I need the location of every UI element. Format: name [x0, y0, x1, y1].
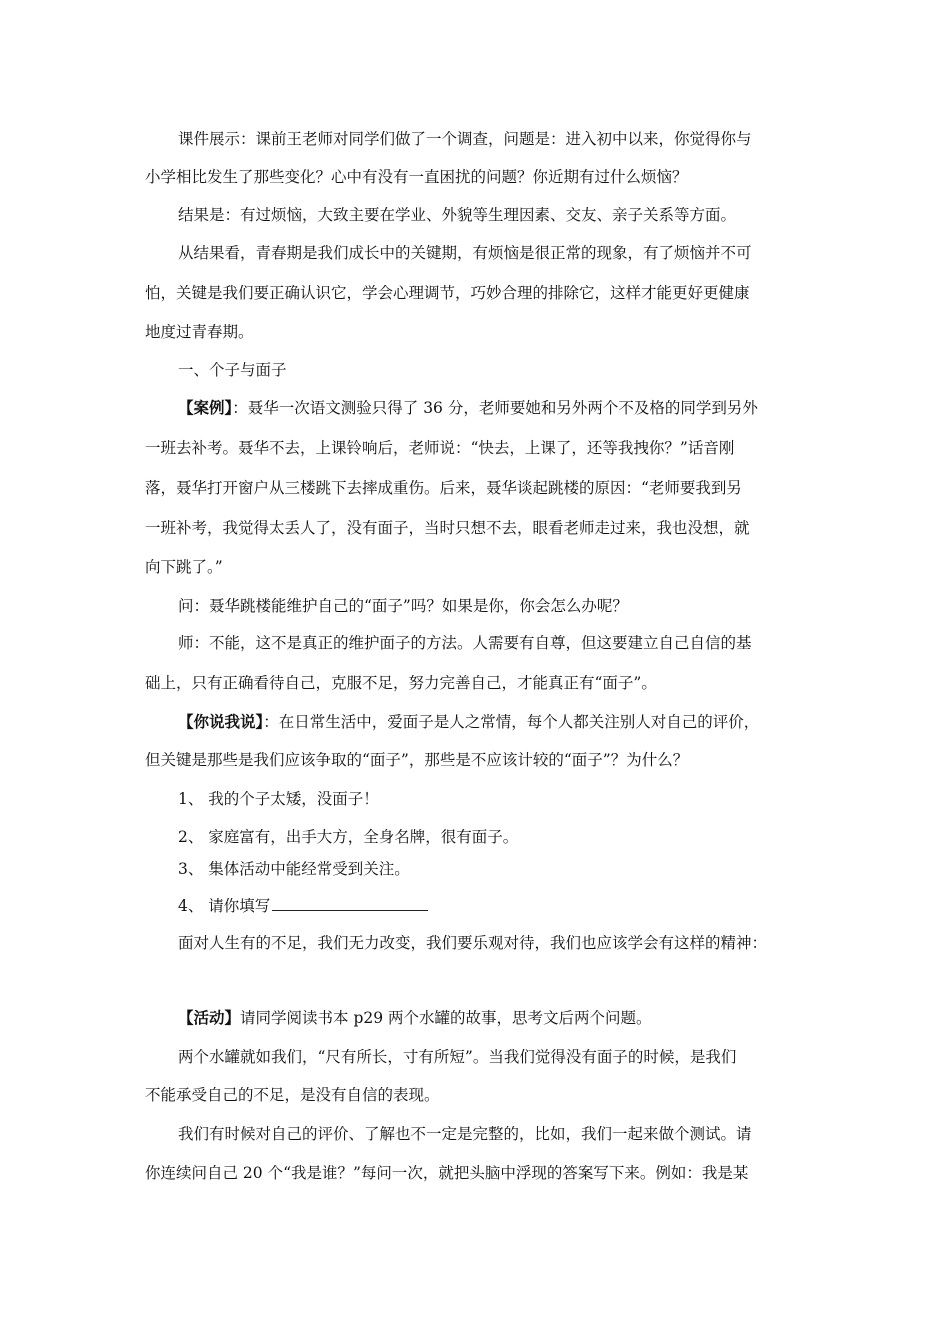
teacher-line-2: 础上，只有正确看待自己，克服不足，努力完善自己，才能真正有“面子”。: [145, 674, 657, 692]
test-line-1: 我们有时候对自己的评价、了解也不一定是完整的，比如，我们一起来做个测试。请: [178, 1125, 752, 1143]
paragraph-survey-line-2: 小学相比发生了那些变化？心中有没有一直困扰的问题？你近期有过什么烦恼？: [145, 168, 688, 186]
list-item-1: 1、 我的个子太矮，没面子！: [178, 790, 379, 808]
section-heading: 一、个子与面子: [178, 361, 287, 379]
paragraph-survey-line-1: 课件展示：课前王老师对同学们做了一个调查，问题是：进入初中以来，你觉得你与: [178, 130, 752, 148]
case-text-1: ：聂华一次语文测验只得了 36 分，老师要她和另外两个不及格的同学到另外: [232, 399, 758, 417]
list-item-3: 3、 集体活动中能经常受到关注。: [178, 860, 410, 878]
list-item-4: [178, 896, 428, 916]
test-line-2: 你连续问自己 20 个“我是谁？”每问一次，就把头脑中浮现的答案写下来。例如：我是某: [145, 1164, 749, 1182]
paragraph-conclusion-line-1: 从结果看，青春期是我们成长中的关键期，有烦恼是很正常的现象，有了烦恼并不可: [178, 244, 752, 262]
jars-line-2: 不能承受自己的不足，是没有自信的表现。: [145, 1086, 440, 1104]
face-deficiency-line: 面对人生有的不足，我们无力改变，我们要乐观对待，我们也应该学会有这样的精神：: [178, 934, 768, 952]
paragraph-conclusion-line-3: 地度过青春期。: [145, 323, 254, 341]
question-line: 问：聂华跳楼能维护自己的“面子”吗？如果是你，你会怎么办呢？: [178, 597, 628, 615]
list-item-2: 2、 家庭富有，出手大方，全身名牌，很有面子。: [178, 828, 519, 846]
discussion-line-2: 但关键是那些是我们应该争取的“面子”，那些是不应该计较的“面子”？为什么？: [145, 751, 689, 769]
teacher-line-1: 师：不能，这不是真正的维护面子的方法。人需要有自尊，但这要建立自己自信的基: [178, 634, 752, 652]
paragraph-conclusion-line-2: 怕，关键是我们要正确认识它，学会心理调节，巧妙合理的排除它，这样才能更好更健康: [145, 284, 750, 302]
paragraph-result: 结果是：有过烦恼，大致主要在学业、外貌等生理因素、交友、亲子关系等方面。: [178, 206, 737, 224]
case-line-2: 一班去补考。聂华不去，上课铃响后，老师说：“快去，上课了，还等我拽你？”话音刚: [145, 439, 735, 457]
case-line-5: 向下跳了。”: [145, 558, 223, 576]
case-label: 【案例】: [178, 398, 233, 417]
case-line-1: [178, 398, 758, 418]
list-item-4-text: 4、 请你填写: [178, 897, 271, 915]
case-line-4: 一班补考，我觉得太丢人了，没有面子，当时只想不去，眼看老师走过来，我也没想，就: [145, 519, 750, 537]
fill-in-blank: [272, 896, 428, 911]
activity-text: 请同学阅读书本 p29 两个水罐的故事，思考文后两个问题。: [240, 1009, 652, 1027]
activity-label: 【活动】: [178, 1008, 241, 1027]
discussion-label: 【你说我说】: [178, 712, 264, 731]
jars-line-1: 两个水罐就如我们，“尺有所长，寸有所短”。当我们觉得没有面子的时候，是我们: [178, 1048, 737, 1066]
case-line-3: 落，聂华打开窗户从三楼跳下去摔成重伤。后来，聂华谈起跳楼的原因：“老师要我到另: [145, 479, 742, 497]
discussion-text-1: ：在日常生活中，爱面子是人之常情，每个人都关注别人对自己的评价，: [263, 713, 760, 731]
activity-line: [178, 1008, 652, 1028]
discussion-line-1: [178, 712, 759, 732]
